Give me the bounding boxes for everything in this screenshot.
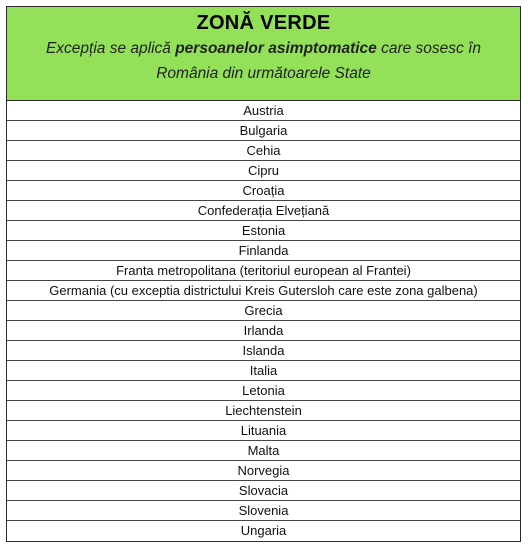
country-row: Islanda <box>7 341 520 361</box>
country-row: Letonia <box>7 381 520 401</box>
country-row: Confederația Elvețiană <box>7 201 520 221</box>
country-row: Austria <box>7 101 520 121</box>
country-row: Italia <box>7 361 520 381</box>
country-row: Malta <box>7 441 520 461</box>
country-row: Franta metropolitana (teritoriul european al Frantei) <box>7 261 520 281</box>
country-row: Germania (cu exceptia districtului Kreis Gutersloh care este zona galbena) <box>7 281 520 301</box>
table-header <box>7 7 520 101</box>
country-row: Cipru <box>7 161 520 181</box>
country-list <box>7 101 520 541</box>
country-row: Finlanda <box>7 241 520 261</box>
country-row: Cehia <box>7 141 520 161</box>
country-row: Ungaria <box>240 523 287 538</box>
subtitle-text-start: Excepția se aplică <box>45 40 176 57</box>
country-row: Croația <box>7 181 520 201</box>
country-row: Estonia <box>7 221 520 241</box>
subtitle-emphasis: persoanelor asimptomatice <box>175 40 377 57</box>
table-subtitle <box>7 36 520 86</box>
green-zone-table <box>6 6 521 542</box>
country-row: Lituania <box>7 421 520 441</box>
country-row: Norvegia <box>7 461 520 481</box>
country-row: Liechtenstein <box>7 401 520 421</box>
table-title: ZONĂ VERDE <box>196 12 331 34</box>
country-row: Bulgaria <box>7 121 520 141</box>
country-row: Slovenia <box>7 501 520 521</box>
subtitle-text-end: care sosesc în România din următoarele State <box>156 40 482 82</box>
country-row: Grecia <box>7 301 520 321</box>
country-row: Irlanda <box>7 321 520 341</box>
country-row: Slovacia <box>7 481 520 501</box>
